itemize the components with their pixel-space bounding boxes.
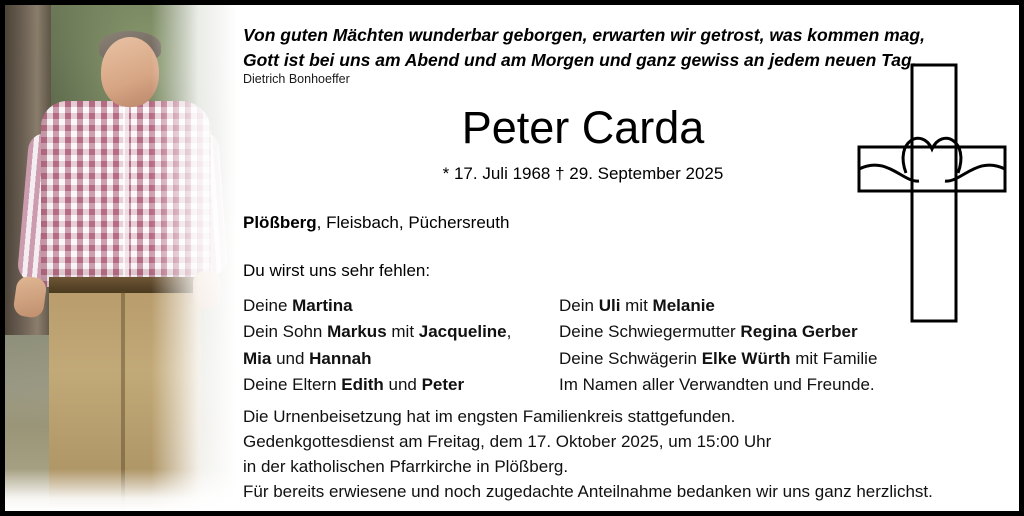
- family-name-2: Peter: [421, 375, 465, 395]
- verse-line-1: Von guten Mächten wunderbar geborgen, erwarten wir getrost, was kommen mag,: [243, 25, 925, 45]
- family-prefix: Dein Sohn: [243, 322, 328, 342]
- verse-author: Dietrich Bonhoeffer: [243, 72, 350, 86]
- figure-shirt-placket: [123, 105, 129, 281]
- family-name: Elke Würth: [701, 348, 791, 368]
- family-line: [243, 319, 543, 345]
- family-name-2: Jacqueline: [418, 322, 507, 342]
- places-line: [243, 213, 509, 233]
- family-suffix: ,: [506, 322, 512, 342]
- family-prefix: Deine: [243, 296, 293, 315]
- verse-line-2: Gott ist bei uns am Abend und am Morgen und ganz gewiss an jedem neuen Tag.: [243, 49, 917, 70]
- family-name: Edith: [341, 375, 384, 395]
- photo-bottom-fade: [5, 469, 237, 511]
- funeral-line-2: Gedenkgottesdienst am Freitag, dem 17. Oktober 2025, um 15:00 Uhr: [243, 431, 772, 451]
- memorial-verse: [243, 23, 963, 73]
- family-line: [243, 293, 543, 319]
- family-name: Uli: [598, 296, 621, 315]
- family-prefix: Im Namen aller Verwandten und Freunde.: [559, 375, 875, 395]
- funeral-details: [243, 405, 963, 480]
- family-name: Mia: [243, 348, 272, 368]
- primary-place: Plößberg: [243, 213, 317, 232]
- memorial-text: [243, 5, 1013, 511]
- deceased-name: Peter Carda: [461, 102, 705, 153]
- funeral-line-3: in der katholischen Pfarrkirche in Plößberg.: [243, 456, 569, 476]
- family-middle: mit: [620, 296, 653, 315]
- funeral-line-1: Die Urnenbeisetzung hat im engsten Familienkreis stattgefunden.: [243, 407, 736, 426]
- family-prefix: Deine Schwägerin: [559, 348, 702, 368]
- photo-right-fade: [151, 5, 237, 511]
- family-line: [559, 372, 939, 398]
- other-places: , Fleisbach, Püchersreuth: [316, 213, 510, 232]
- family-prefix: Deine Eltern: [243, 375, 342, 395]
- family-name-2: Melanie: [652, 296, 715, 315]
- mourning-lead: Du wirst uns sehr fehlen:: [243, 261, 431, 280]
- cross-with-ribbon-icon: [857, 63, 1007, 323]
- family-middle: und: [271, 348, 310, 368]
- family-middle: mit Familie: [790, 348, 878, 368]
- family-middle: mit: [386, 322, 419, 342]
- life-dates: * 17. Juli 1968 † 29. September 2025: [442, 164, 724, 183]
- family-prefix: Dein: [559, 296, 599, 315]
- family-prefix: Deine Schwiegermutter: [559, 322, 741, 342]
- family-line: [559, 319, 939, 345]
- family-line: [243, 372, 543, 398]
- family-name: Martina: [292, 296, 353, 315]
- family-line: [559, 346, 939, 372]
- family-name-2: Hannah: [309, 348, 372, 368]
- family-column-left: [243, 293, 543, 398]
- portrait-photo: [5, 5, 237, 511]
- family-name: Markus: [327, 322, 387, 342]
- thanks-note: Für bereits erwiesene und noch zugedachte Anteilnahme bedanken wir uns ganz herzlichst.: [243, 482, 933, 501]
- family-middle: und: [383, 375, 422, 395]
- family-name: Regina Gerber: [740, 322, 858, 342]
- family-line: [243, 346, 543, 372]
